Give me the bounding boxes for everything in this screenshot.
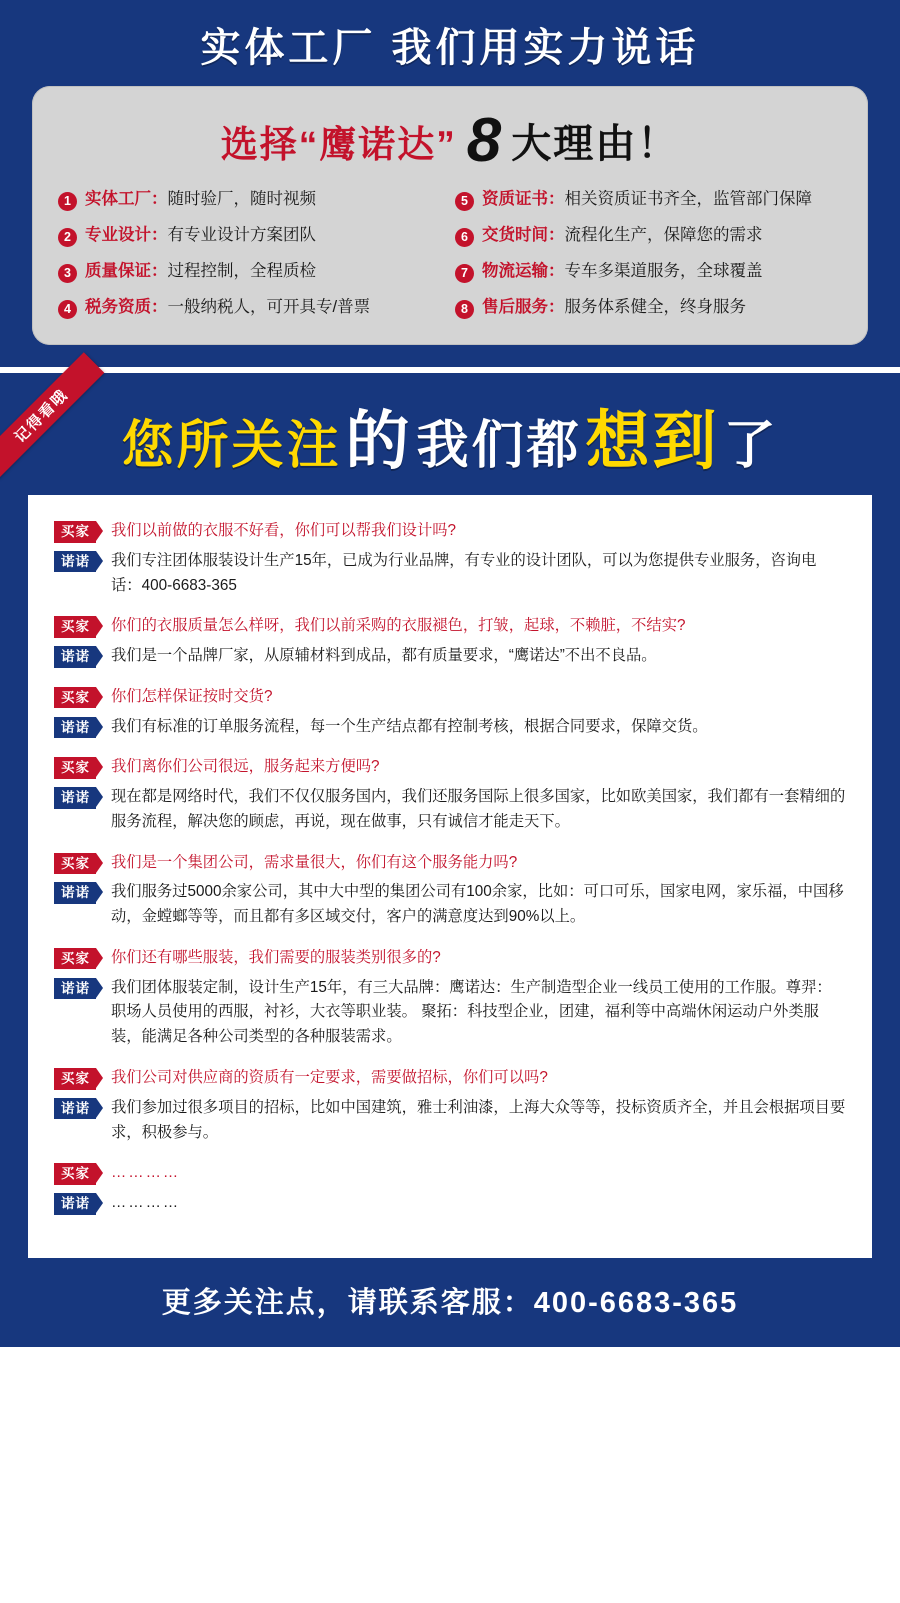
reason-key: 售后服务： [482, 298, 565, 316]
faq-heading [0, 399, 900, 495]
reason-key: 资质证书： [482, 190, 565, 208]
qa-question-line [54, 1066, 846, 1091]
buyer-tag: 买家 [54, 853, 96, 875]
buyer-tag: 买家 [54, 1163, 96, 1185]
faq-heading-part-4: 想到 [585, 405, 720, 477]
seller-tag: 诺诺 [54, 882, 96, 904]
reason-number-badge: 7 [455, 264, 474, 283]
qa-answer-line [54, 785, 846, 835]
reason-item [58, 261, 445, 283]
reason-number-badge: 5 [455, 192, 474, 211]
reason-value: 相关资质证书齐全，监管部门保障 [564, 190, 812, 208]
qa-question-line [54, 685, 846, 710]
qa-block [54, 685, 846, 740]
qa-answer-text: 我们有标准的订单服务流程，每一个生产结点都有控制考核，根据合同要求，保障交货。 [111, 717, 708, 735]
reason-key: 质量保证： [85, 262, 168, 280]
reasons-heading-number: 8 [466, 105, 502, 175]
reason-key: 专业设计： [85, 226, 168, 244]
reason-value: 过程控制，全程质检 [167, 262, 316, 280]
qa-block [54, 1066, 846, 1145]
qa-answer-line [54, 644, 846, 669]
reason-item [58, 189, 445, 211]
eight-reasons-panel [32, 86, 868, 345]
reason-key: 税务资质： [85, 298, 168, 316]
factory-strength-section [0, 0, 900, 367]
qa-answer-line [54, 880, 846, 930]
reason-item [455, 297, 842, 319]
qa-block [54, 946, 846, 1050]
qa-question-line [54, 1161, 846, 1186]
reason-value: 有专业设计方案团队 [167, 226, 316, 244]
buyer-tag: 买家 [54, 1068, 96, 1090]
faq-card [28, 495, 872, 1258]
reason-item [455, 225, 842, 247]
faq-heading-part-1: 您所关注 [121, 417, 342, 475]
qa-answer-line [54, 715, 846, 740]
qa-question-text: 我们离你们公司很远，服务起来方便吗? [111, 758, 380, 776]
qa-block [54, 755, 846, 834]
qa-answer-text: 我们是一个品牌厂家，从原辅材料到成品，都有质量要求，“鹰诺达”不出不良品。 [111, 647, 657, 665]
footer-contact-text: 更多关注点，请联系客服：400-6683-365 [161, 1286, 739, 1319]
qa-block [54, 851, 846, 930]
qa-answer-line [54, 976, 846, 1050]
seller-tag: 诺诺 [54, 551, 96, 573]
reason-key: 物流运输： [482, 262, 565, 280]
reason-number-badge: 3 [58, 264, 77, 283]
reasons-heading [58, 105, 842, 189]
seller-tag: 诺诺 [54, 646, 96, 668]
faq-heading-part-5: 了 [723, 417, 779, 475]
reason-value: 随时验厂，随时视频 [167, 190, 316, 208]
footer-contact-bar [0, 1258, 900, 1347]
seller-tag: 诺诺 [54, 1193, 96, 1215]
reason-number-badge: 2 [58, 228, 77, 247]
reason-item [455, 189, 842, 211]
qa-answer-text: ………… [111, 1194, 181, 1212]
qa-question-text: 我们公司对供应商的资质有一定要求，需要做招标，你们可以吗? [111, 1069, 548, 1087]
qa-question-text: ………… [111, 1164, 181, 1182]
reason-value: 服务体系健全，终身服务 [564, 298, 746, 316]
qa-block [54, 519, 846, 598]
reasons-heading-prefix: 选择“鹰诺达” [220, 123, 457, 165]
reason-number-badge: 6 [455, 228, 474, 247]
seller-tag: 诺诺 [54, 717, 96, 739]
qa-question-text: 你们还有哪些服装，我们需要的服装类别很多的? [111, 948, 441, 966]
corner-ribbon: 记得看哦 [0, 352, 104, 479]
qa-answer-text: 我们服务过5000余家公司，其中大中型的集团公司有100余家，比如：可口可乐，国家电网，家乐福，中国移动，金螳螂等等，而且都有多区域交付，客户的满意度达到90%以上。 [111, 883, 844, 926]
qa-question-line [54, 519, 846, 544]
qa-question-text: 你们怎样保证按时交货? [111, 687, 273, 705]
seller-tag: 诺诺 [54, 978, 96, 1000]
seller-tag: 诺诺 [54, 1098, 96, 1120]
reason-value: 流程化生产，保障您的需求 [564, 226, 763, 244]
buyer-tag: 买家 [54, 687, 96, 709]
qa-answer-text: 现在都是网络时代，我们不仅仅服务国内，我们还服务国际上很多国家，比如欧美国家，我们都有一套精细的服务流程，解决您的顾虑，再说，现在做事，只有诚信才能走天下。 [111, 788, 846, 830]
reason-number-badge: 1 [58, 192, 77, 211]
qa-answer-line [54, 1096, 846, 1146]
faq-heading-part-2: 的 [345, 405, 413, 477]
buyer-tag: 买家 [54, 521, 96, 543]
reason-item [455, 261, 842, 283]
reason-key: 实体工厂： [85, 190, 168, 208]
reason-key: 交货时间： [482, 226, 565, 244]
banner-title: 实体工厂 我们用实力说话 [200, 26, 700, 70]
qa-block [54, 1161, 846, 1216]
reason-item [58, 225, 445, 247]
qa-answer-line [54, 1191, 846, 1216]
qa-answer-text: 我们参加过很多项目的招标，比如中国建筑，雅士利油漆，上海大众等等，投标资质齐全，并且会根据项目要求，积极参与。 [111, 1098, 846, 1141]
qa-question-text: 你们的衣服质量怎么样呀，我们以前采购的衣服褪色，打皱，起球，不赖脏，不结实? [111, 617, 686, 635]
qa-question-line [54, 614, 846, 639]
reason-number-badge: 4 [58, 300, 77, 319]
reason-value: 专车多渠道服务，全球覆盖 [564, 262, 763, 280]
faq-section [0, 367, 900, 1347]
qa-question-line [54, 755, 846, 780]
reasons-grid [58, 189, 842, 319]
qa-question-text: 我们以前做的衣服不好看，你们可以帮我们设计吗? [111, 522, 457, 539]
buyer-tag: 买家 [54, 948, 96, 970]
seller-tag: 诺诺 [54, 787, 96, 809]
reason-value: 一般纳税人，可开具专/普票 [167, 298, 371, 316]
faq-heading-part-3: 我们都 [416, 417, 582, 475]
qa-block [54, 614, 846, 669]
qa-question-line [54, 851, 846, 876]
reason-item [58, 297, 445, 319]
qa-answer-text: 我们团体服装定制，设计生产15年，有三大品牌：鹰诺达：生产制造型企业一线员工使用的工作服。尊羿：职场人员使用的西服，衬衫，大衣等职业装。 聚拓：科技型企业，团建，福利等中高端休闲运动户外类服装，能满足各种公司类型的各种服装需求。 [111, 978, 832, 1046]
qa-question-text: 我们是一个集团公司，需求量很大，你们有这个服务能力吗? [111, 853, 518, 871]
reasons-heading-suffix: 大理由！ [511, 122, 680, 166]
buyer-tag: 买家 [54, 757, 96, 779]
qa-question-line [54, 946, 846, 971]
reason-number-badge: 8 [455, 300, 474, 319]
qa-answer-line [54, 549, 846, 599]
qa-answer-text: 我们专注团体服装设计生产15年，已成为行业品牌，有专业的设计团队，可以为您提供专业服务，咨询电话：400-6683-365 [111, 551, 817, 594]
buyer-tag: 买家 [54, 616, 96, 638]
